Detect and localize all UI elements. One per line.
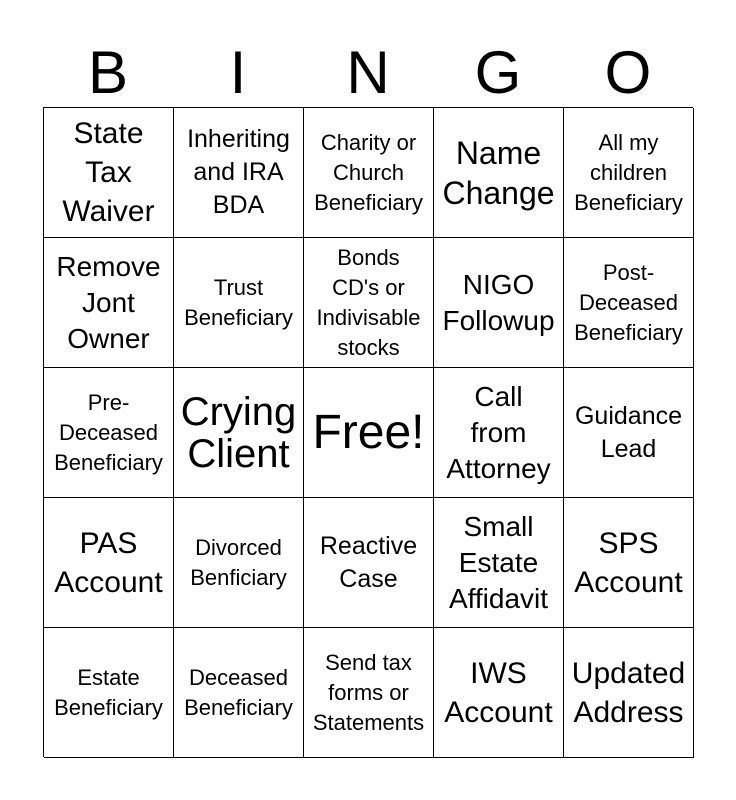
bingo-cell-r2c1[interactable] [44, 238, 174, 368]
cell-text: Inheriting and IRA BDA [187, 125, 290, 219]
bingo-cell-r5c4[interactable] [434, 628, 564, 758]
bingo-cell-r4c1[interactable] [44, 498, 174, 628]
cell-text: Pre- Deceased Beneficiary [54, 389, 163, 475]
cell-text: Post- Deceased Beneficiary [574, 259, 683, 345]
cell-text: IWS Account [444, 656, 553, 729]
cell-text: All my children Beneficiary [574, 129, 683, 215]
header-letter-b: B [87, 39, 129, 106]
cell-text: State Tax Waiver [62, 117, 155, 228]
bingo-cell-r2c5[interactable] [564, 238, 694, 368]
bingo-cell-free[interactable] [304, 368, 434, 498]
bingo-cell-r2c2[interactable] [174, 238, 304, 368]
cell-text: Guidance Lead [574, 401, 683, 463]
bingo-cell-r4c3[interactable] [304, 498, 434, 628]
header-letter-g: G [474, 39, 522, 106]
header-letter-i: I [229, 39, 247, 106]
cell-text: Updated Address [571, 656, 686, 729]
cell-text: PAS Account [54, 526, 163, 599]
bingo-cell-r2c3[interactable] [304, 238, 434, 368]
bingo-cell-r4c4[interactable] [434, 498, 564, 628]
cell-text: Call from Attorney [446, 380, 551, 484]
bingo-cell-r1c5[interactable] [564, 108, 694, 238]
bingo-header [43, 40, 693, 106]
bingo-cell-r1c2[interactable] [174, 108, 304, 238]
bingo-cell-r1c3[interactable] [304, 108, 434, 238]
cell-text: Small Estate Affidavit [448, 510, 549, 614]
cell-text: Crying Client [180, 389, 297, 476]
header-letter-n: N [346, 39, 390, 106]
bingo-board [43, 107, 693, 757]
header-letter-o: O [604, 39, 652, 106]
bingo-cell-r5c3[interactable] [304, 628, 434, 758]
bingo-cell-r5c1[interactable] [44, 628, 174, 758]
cell-text: NIGO Followup [442, 268, 555, 336]
cell-text: Bonds CD's or Indivisable stocks [316, 244, 421, 360]
bingo-cell-r1c4[interactable] [434, 108, 564, 238]
bingo-cell-r1c1[interactable] [44, 108, 174, 238]
cell-text: Trust Beneficiary [184, 274, 293, 330]
cell-text: Free! [312, 405, 425, 459]
cell-text: Name Change [442, 134, 555, 211]
cell-text: Charity or Church Beneficiary [314, 129, 423, 215]
cell-text: Reactive Case [319, 531, 418, 593]
cell-text: Deceased Beneficiary [184, 664, 293, 720]
cell-text: Estate Beneficiary [54, 664, 163, 720]
cell-text: Divorced Benficiary [190, 534, 287, 590]
bingo-cell-r3c2[interactable] [174, 368, 304, 498]
bingo-cell-r5c2[interactable] [174, 628, 304, 758]
cell-text: Remove Jont Owner [56, 250, 161, 354]
cell-text: Send tax forms or Statements [312, 649, 425, 735]
bingo-cell-r3c5[interactable] [564, 368, 694, 498]
bingo-cell-r3c4[interactable] [434, 368, 564, 498]
cell-text: SPS Account [574, 526, 683, 599]
bingo-cell-r2c4[interactable] [434, 238, 564, 368]
bingo-cell-r5c5[interactable] [564, 628, 694, 758]
bingo-cell-r4c2[interactable] [174, 498, 304, 628]
bingo-cell-r3c1[interactable] [44, 368, 174, 498]
bingo-cell-r4c5[interactable] [564, 498, 694, 628]
